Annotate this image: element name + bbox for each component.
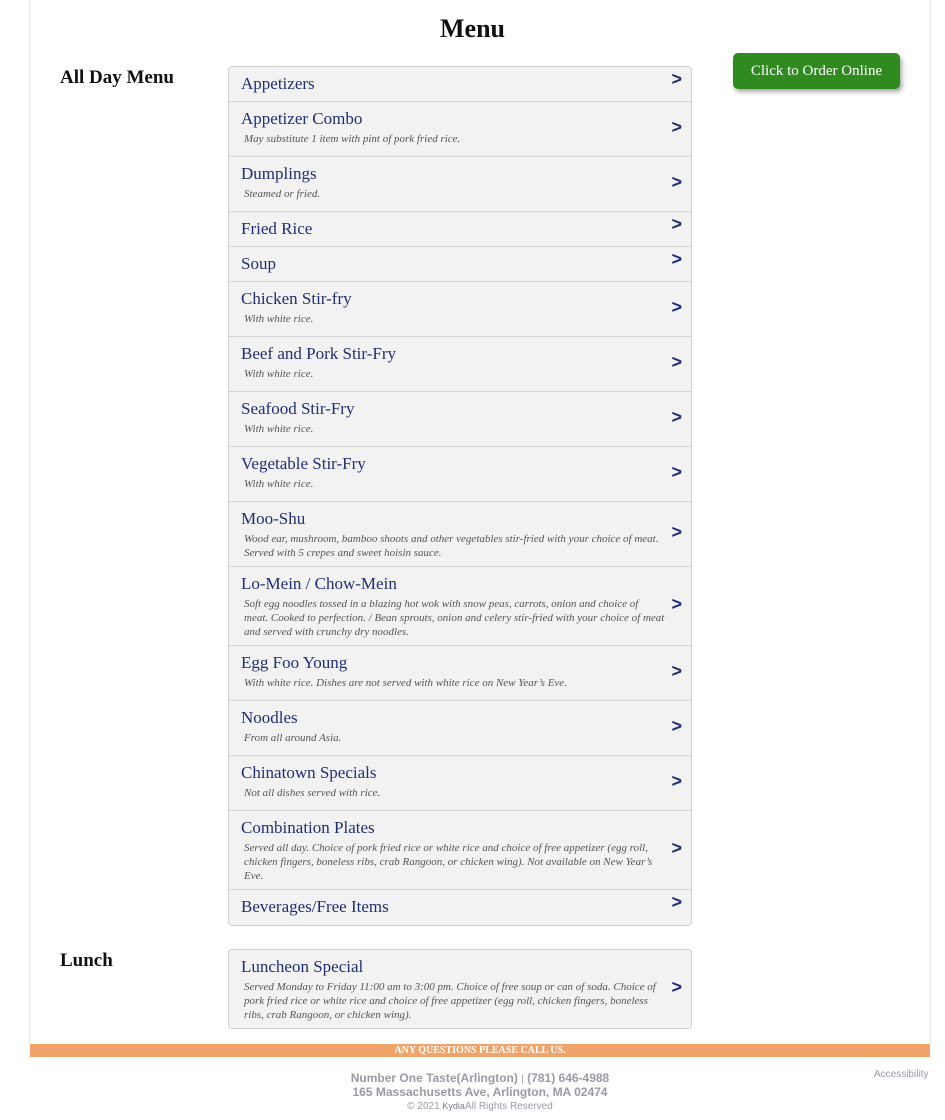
menu-category-name: Chinatown Specials	[241, 763, 377, 782]
chevron-right-icon: >	[671, 461, 682, 482]
menu-category-description: From all around Asia.	[244, 732, 342, 744]
menu-category-item[interactable]	[229, 102, 691, 157]
section-title-lunch: Lunch	[60, 950, 113, 971]
menu-category-name: Chicken Stir-fry	[241, 289, 352, 308]
menu-category-name: Appetizers	[241, 74, 315, 93]
menu-category-description: With white rice.	[244, 368, 314, 380]
menu-category-item[interactable]	[229, 157, 691, 212]
menu-category-name: Fried Rice	[241, 219, 313, 238]
chevron-right-icon: >	[671, 351, 682, 372]
menu-category-description: With white rice.	[244, 478, 314, 490]
menu-category-item[interactable]	[229, 701, 691, 756]
chevron-right-icon: >	[671, 770, 682, 791]
menu-category-name: Dumplings	[241, 164, 317, 183]
menu-category-item[interactable]	[229, 212, 691, 247]
lunch-menu-list	[228, 949, 692, 1029]
menu-category-description: With white rice.	[244, 423, 314, 435]
chevron-right-icon: >	[671, 116, 682, 137]
chevron-right-icon: >	[671, 406, 682, 427]
page-title: Menu	[440, 14, 505, 43]
accessibility-link[interactable]: Accessibility	[874, 1069, 929, 1080]
chevron-right-icon: >	[671, 296, 682, 317]
phone-link[interactable]: (781) 646-4988	[527, 1071, 610, 1085]
chevron-right-icon: >	[671, 660, 682, 681]
menu-category-item[interactable]	[229, 447, 691, 502]
menu-category-description: Not all dishes served with rice.	[244, 787, 381, 799]
menu-category-item[interactable]	[229, 282, 691, 337]
menu-category-item[interactable]	[229, 890, 691, 925]
menu-category-item[interactable]	[229, 67, 691, 102]
menu-category-item[interactable]	[229, 950, 691, 1028]
chevron-right-icon: >	[671, 976, 682, 997]
copyright-year: © 2021	[407, 1101, 440, 1112]
business-name: Number One Taste(Arlington)	[350, 1071, 518, 1085]
menu-category-item[interactable]	[229, 811, 691, 890]
rights-reserved: All Rights Reserved	[464, 1101, 553, 1112]
all-day-menu-list	[228, 66, 692, 926]
business-address: 165 Massachusetts Ave, Arlington, MA 02474	[352, 1085, 608, 1099]
menu-category-item[interactable]	[229, 567, 691, 646]
chevron-right-icon: >	[671, 214, 682, 234]
footer-contact	[0, 1071, 945, 1085]
chevron-right-icon: >	[671, 69, 682, 89]
menu-category-name: Seafood Stir-Fry	[241, 399, 355, 418]
menu-category-description: With white rice.	[244, 313, 314, 325]
menu-category-name: Moo-Shu	[241, 509, 306, 528]
contact-notice-bar: ANY QUESTIONS PLEASE CALL US.	[30, 1044, 930, 1057]
menu-category-item[interactable]	[229, 337, 691, 392]
menu-category-description: May substitute 1 item with pint of pork fried rice.	[244, 133, 461, 145]
menu-category-description: Wood ear, mushroom, bamboo shoots and other vegetables stir-fried with your choice of meat. Served with 5 crepes and sweet hoisin sauce.	[244, 533, 659, 559]
menu-category-name: Combination Plates	[241, 818, 375, 837]
menu-category-item[interactable]	[229, 756, 691, 811]
menu-category-name: Vegetable Stir-Fry	[241, 454, 366, 473]
menu-category-name: Luncheon Special	[241, 957, 364, 976]
menu-category-description: Soft egg noodles tossed in a blazing hot wok with snow peas, carrots, onion and choice of meat. Cooked to perfection. / Bean sprouts, onion and celery stir-fried with your choice of meat and served with crunchy dry noodles.	[244, 598, 665, 638]
menu-category-name: Beef and Pork Stir-Fry	[241, 344, 397, 363]
menu-category-description: With white rice. Dishes are not served with white rice on New Year’s Eve.	[244, 677, 567, 689]
chevron-right-icon: >	[671, 837, 682, 858]
menu-category-item[interactable]	[229, 646, 691, 701]
menu-category-description: Steamed or fried.	[244, 188, 321, 200]
menu-category-name: Egg Foo Young	[241, 653, 348, 672]
chevron-right-icon: >	[671, 593, 682, 614]
menu-category-description: Served all day. Choice of pork fried rice or white rice and choice of free appetizer (egg roll, chicken fingers, boneless ribs, crab Rangoon, or chicken wing). Not available on New Year’s Eve.	[244, 842, 653, 882]
kydia-link[interactable]: Kydia	[442, 1101, 465, 1111]
menu-category-name: Noodles	[241, 708, 298, 727]
order-online-button[interactable]: Click to Order Online	[733, 53, 900, 89]
chevron-right-icon: >	[671, 171, 682, 192]
chevron-right-icon: >	[671, 892, 682, 912]
section-title-all-day: All Day Menu	[60, 67, 174, 88]
menu-category-description: Served Monday to Friday 11:00 am to 3:00 pm. Choice of free soup or can of soda. Choice of pork fried rice or white rice and choice of free appetizer (egg roll, chicken fingers, boneless ribs, crab Rangoon, or chicken wing).	[244, 981, 656, 1021]
menu-category-item[interactable]	[229, 247, 691, 282]
copyright	[0, 1101, 945, 1112]
menu-category-item[interactable]	[229, 502, 691, 567]
menu-category-name: Lo-Mein / Chow-Mein	[241, 574, 397, 593]
chevron-right-icon: >	[671, 249, 682, 269]
menu-category-item[interactable]	[229, 392, 691, 447]
footer-separator: |	[521, 1074, 524, 1085]
menu-category-name: Appetizer Combo	[241, 109, 363, 128]
chevron-right-icon: >	[671, 521, 682, 542]
chevron-right-icon: >	[671, 715, 682, 736]
menu-category-name: Beverages/Free Items	[241, 897, 389, 916]
menu-category-name: Soup	[241, 254, 276, 273]
